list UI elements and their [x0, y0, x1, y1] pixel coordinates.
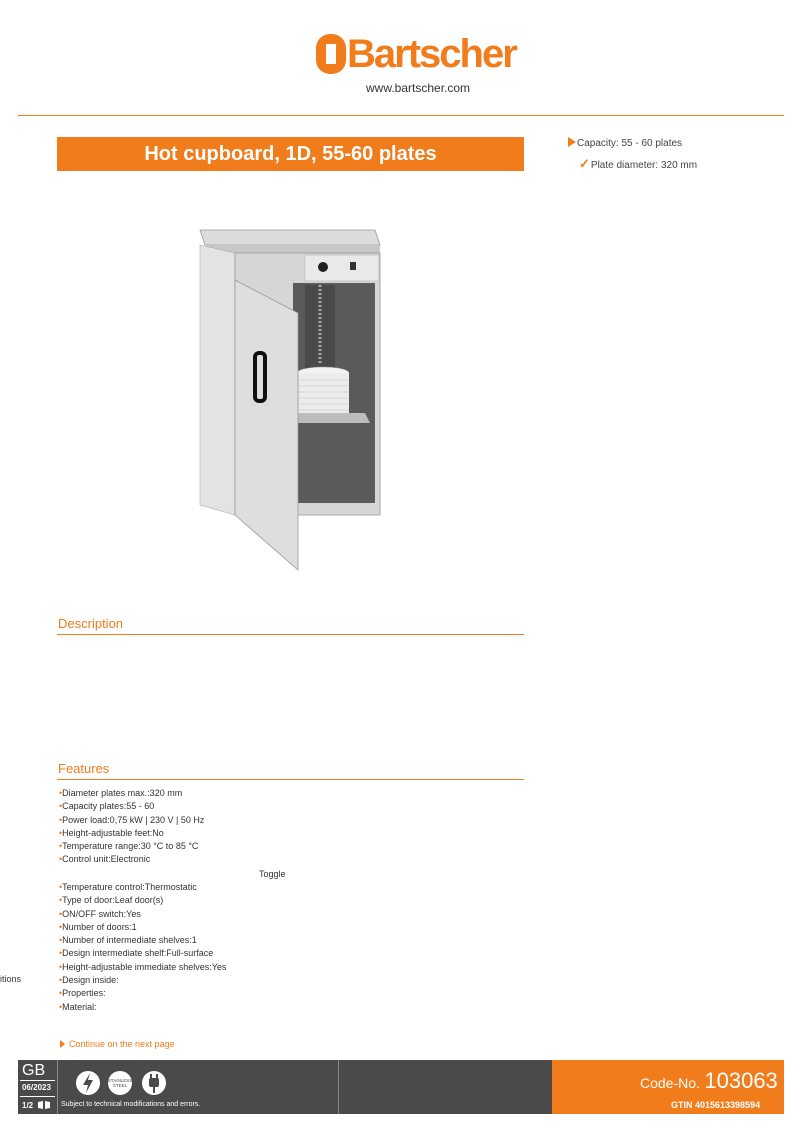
highlight-diameter: [579, 156, 697, 172]
highlight-diameter-text: Plate diameter: 320 mm: [590, 160, 698, 171]
checkmark-icon: ✓: [579, 156, 590, 171]
list-item: •Height-adjustable feet:No: [59, 827, 164, 838]
footer-divider: [338, 1060, 339, 1114]
description-heading: Description: [58, 616, 124, 631]
lightning-icon: [76, 1071, 100, 1095]
triangle-icon: [60, 1040, 65, 1048]
issue-date: 06/2023: [22, 1083, 51, 1092]
list-item: •ON/OFF switch:Yes: [59, 908, 141, 919]
brand-logo: [314, 26, 516, 86]
list-item: •Height-adjustable immediate shelves:Yes: [59, 961, 227, 972]
list-item: •Number of doors:1: [59, 921, 137, 932]
product-title: Hot cupboard, 1D, 55-60 plates: [144, 143, 437, 165]
code-number-block: [640, 1068, 778, 1094]
plug-icon: [142, 1071, 166, 1095]
features-divider: [57, 779, 524, 780]
list-item: •Temperature range:30 °C to 85 °C: [59, 841, 199, 852]
list-item: •Properties:: [59, 988, 106, 999]
triangle-icon: [568, 137, 576, 147]
list-item: •Design inside:: [59, 975, 119, 986]
highlight-capacity: [568, 137, 682, 149]
book-icon: [38, 1101, 50, 1109]
page-number: 1/2: [22, 1101, 50, 1110]
svg-text:STEEL: STEEL: [112, 1083, 128, 1088]
list-item: •Type of door:Leaf door(s): [59, 895, 164, 906]
footer-icons: [74, 1068, 170, 1098]
title-bar: [57, 137, 524, 171]
toggle-label[interactable]: Toggle: [259, 869, 286, 879]
list-item: •Capacity plates:55 - 60: [59, 801, 155, 812]
logo-wordmark: Bartscher: [347, 32, 516, 76]
header-divider: [18, 115, 784, 116]
list-item: •Material:: [59, 1001, 97, 1012]
list-item: •Number of intermediate shelves:1: [59, 935, 197, 946]
footer-rule: [20, 1080, 55, 1081]
features-list-b: [59, 881, 226, 1014]
footer-rule: [20, 1096, 55, 1097]
code-label: Code-No.: [640, 1075, 700, 1091]
footer-divider: [57, 1060, 58, 1114]
website-link[interactable]: www.bartscher.com: [366, 81, 471, 95]
legal-notice: Subject to technical modifications and errors.: [61, 1101, 201, 1108]
highlight-capacity-text: Capacity: 55 - 60 plates: [577, 138, 683, 149]
stainless-steel-icon: [108, 1071, 132, 1095]
gtin-number: GTIN 4015613398594: [671, 1100, 761, 1110]
truncated-text: itions: [0, 974, 22, 984]
product-image: [195, 225, 385, 575]
list-item: •Design intermediate shelf:Full-surface: [59, 948, 214, 959]
list-item: •Diameter plates max.:320 mm: [59, 788, 183, 798]
features-heading: Features: [58, 761, 110, 776]
list-item: •Temperature control:Thermostatic: [59, 882, 197, 892]
list-item: •Control unit:Electronic: [59, 854, 151, 865]
description-divider: [57, 634, 524, 635]
features-list-a: [59, 787, 204, 867]
continue-link[interactable]: [60, 1039, 175, 1049]
svg-text:STAINLESS: STAINLESS: [107, 1078, 133, 1083]
list-item: •Power load:0,75 kW | 230 V | 50 Hz: [59, 814, 205, 825]
continue-text: Continue on the next page: [69, 1039, 175, 1049]
code-number: 103063: [704, 1068, 778, 1093]
language-code: GB: [22, 1062, 46, 1079]
